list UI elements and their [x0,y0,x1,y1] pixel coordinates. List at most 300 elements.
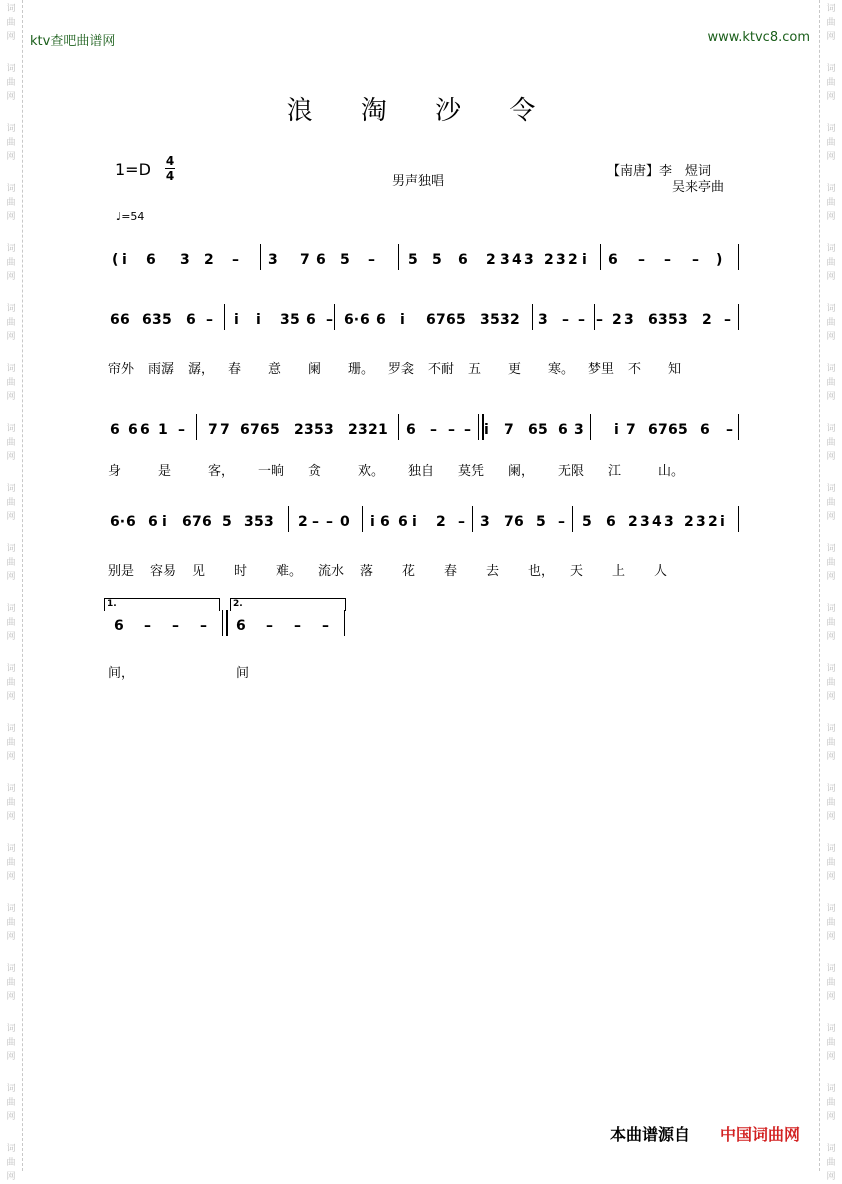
note: 2 [702,312,712,328]
note: – [232,252,239,268]
note: 0 [340,514,350,530]
watermark-char: 网 [6,632,16,642]
source-site[interactable]: 中国词曲网 [720,1125,801,1144]
watermark-char: 网 [826,572,836,582]
watermark-char: 词 [826,664,836,674]
lyric-syllable: 时 [234,564,248,579]
watermark-char: 词 [826,724,836,734]
note: 6 [148,514,158,530]
note: 6 [126,514,136,530]
watermark-group [820,302,842,344]
watermark-char: 词 [826,484,836,494]
watermark-char: 词 [826,64,836,74]
note: 3 [538,312,548,328]
watermark-group [0,1082,22,1124]
lyric-syllable: 罗衾 [388,362,415,377]
note: i [582,252,587,268]
header-right-site[interactable]: www.ktvc8.com [707,30,810,45]
note: 4 [512,252,522,268]
note: – [206,312,213,328]
lyric-syllable: 江 [608,464,622,479]
watermark-char: 曲 [6,1158,16,1168]
note: 2 [348,422,358,438]
watermark-char: 曲 [826,918,836,928]
watermark-group [0,722,22,764]
source-label: 本曲谱源自 [610,1125,691,1144]
note: 3 [152,312,162,328]
note: 7 [504,514,514,530]
note: 6 [140,422,150,438]
note: – [578,312,585,328]
note: 6 [236,618,246,634]
note: i [614,422,619,438]
note: – [664,252,671,268]
note: 2 [568,252,578,268]
lyric-syllable: 也， [528,564,555,579]
note: 6 [110,422,120,438]
note: 2 [684,514,694,530]
watermark-char: 网 [6,932,16,942]
note: 5 [314,422,324,438]
watermark-char: 网 [6,572,16,582]
lyric-syllable: 去 [486,564,500,579]
watermark-char: 曲 [6,978,16,988]
watermark-char: 网 [6,512,16,522]
watermark-char: 网 [826,632,836,642]
note: 6 [648,422,658,438]
bar-line [398,244,399,270]
watermark-char: 网 [826,92,836,102]
watermark-char: 词 [6,364,16,374]
note: 5 [408,252,418,268]
watermark-char: 曲 [6,198,16,208]
note: 7 [436,312,446,328]
performance-type: 男声独唱 [392,174,445,189]
note: 1 [378,422,388,438]
watermark-char: 词 [826,904,836,914]
watermark-group [820,122,842,164]
watermark-char: 词 [826,544,836,554]
note: 6 [186,312,196,328]
note: 5 [270,422,280,438]
bar-line [260,244,261,270]
lyric-syllable: 花 [402,564,416,579]
lyric-syllable: 流水 [318,564,345,579]
watermark-char: 曲 [826,378,836,388]
watermark-char: 网 [6,692,16,702]
bar-line [472,506,473,532]
note: – [458,514,465,530]
note: i [400,312,405,328]
watermark-char: 网 [826,752,836,762]
watermark-char: 曲 [6,1098,16,1108]
note: 6 [558,422,568,438]
note: 6 [376,312,386,328]
lyric-syllable: 山。 [658,464,685,479]
bar-line [738,304,739,330]
lyric-syllable: 客， [208,464,235,479]
note: 3 [664,514,674,530]
note: i [370,514,375,530]
note: 5 [536,514,546,530]
note: 7 [208,422,218,438]
note: 6 [446,312,456,328]
song-title: 浪 淘 沙 令 [286,96,556,126]
watermark-char: 曲 [6,438,16,448]
watermark-char: 词 [6,4,16,14]
meter-bottom: 4 [165,169,175,183]
watermark-char: 词 [826,604,836,614]
lyric-syllable: 容易 [150,564,177,579]
note: 7 [626,422,636,438]
lyric-syllable: 上 [612,564,626,579]
bar-line [196,414,197,440]
note: i [256,312,261,328]
watermark-char: 曲 [6,558,16,568]
bar-line [600,244,601,270]
watermark-char: 网 [826,812,836,822]
note: – [726,422,733,438]
bar-line [594,304,595,330]
watermark-column-right [819,0,842,1182]
watermark-char: 词 [6,784,16,794]
note: 3 [624,312,634,328]
note: 5 [254,514,264,530]
note: 3 [574,422,584,438]
note: i [484,422,489,438]
note: 6 [146,252,156,268]
watermark-char: 曲 [826,558,836,568]
lyric-syllable: 阑， [508,464,535,479]
watermark-group [820,602,842,644]
watermark-char: 曲 [826,438,836,448]
lyric-syllable: 潺， [188,362,215,377]
watermark-char: 词 [826,1144,836,1154]
watermark-char: 词 [826,244,836,254]
watermark-char: 网 [826,1112,836,1122]
bar-line [572,506,573,532]
note: 7 [220,422,230,438]
lyric-syllable: 帘外 [108,362,135,377]
watermark-char: 网 [826,212,836,222]
note: – [596,312,603,328]
watermark-char: 曲 [6,18,16,28]
notation-system [108,410,740,450]
note: – [326,312,333,328]
watermark-char: 词 [826,424,836,434]
watermark-char: 曲 [826,198,836,208]
lyric-syllable: 寒。 [548,362,575,377]
watermark-char: 曲 [826,18,836,28]
note: i [234,312,239,328]
note: 4 [652,514,662,530]
bar-line [398,414,399,440]
lyric-syllable: 天 [570,564,584,579]
note: 3 [268,252,278,268]
watermark-column-left [0,0,23,1182]
note: i [122,252,127,268]
watermark-group [0,482,22,524]
note: – [322,618,329,634]
note: 5 [456,312,466,328]
watermark-char: 词 [6,844,16,854]
note: 3 [304,422,314,438]
watermark-char: 曲 [6,318,16,328]
note: 6 [528,422,538,438]
lyric-syllable: 春 [444,564,458,579]
note: – [430,422,437,438]
note: 3 [244,514,254,530]
lyric-syllable: 梦里 [588,362,615,377]
note: 3 [180,252,190,268]
watermark-group [820,422,842,464]
note: 6 [668,422,678,438]
watermark-group [0,662,22,704]
lyric-syllable: 独自 [408,464,435,479]
watermark-char: 曲 [6,798,16,808]
note: 6 [648,312,658,328]
lyric-syllable: 不耐 [428,362,455,377]
lyric-syllable: 一晌 [258,464,285,479]
note: 6· [344,312,360,328]
lyric-syllable: 难。 [276,564,303,579]
notation-system [107,599,740,646]
watermark-group [0,1022,22,1064]
note: 6 [380,514,390,530]
watermark-char: 曲 [826,738,836,748]
watermark-char: 词 [6,904,16,914]
watermark-char: 网 [6,452,16,462]
lyric-syllable: 五 [468,362,482,377]
watermark-group [0,842,22,884]
note: 3 [524,252,534,268]
note: i [412,514,417,530]
watermark-char: 词 [826,1024,836,1034]
note: 3 [556,252,566,268]
watermark-char: 曲 [826,1158,836,1168]
watermark-char: 网 [826,692,836,702]
note: 2 [298,514,308,530]
watermark-char: 词 [6,1084,16,1094]
watermark-char: 词 [6,544,16,554]
credit-music: 吴来亭曲 [672,180,725,195]
lyric-syllable: 间 [236,666,250,681]
watermark-char: 曲 [826,798,836,808]
note: – [294,618,301,634]
watermark-group [0,782,22,824]
watermark-char: 网 [6,92,16,102]
watermark-char: 网 [6,1172,16,1182]
watermark-char: 词 [6,724,16,734]
lyric-syllable: 知 [668,362,682,377]
watermark-char: 词 [826,184,836,194]
watermark-char: 词 [826,844,836,854]
watermark-char: 网 [6,872,16,882]
watermark-group [820,542,842,584]
notation-system [108,240,740,280]
watermark-char: 网 [6,752,16,762]
watermark-char: 曲 [6,678,16,688]
volta-second-ending: 2. [230,598,346,611]
lyric-syllable: 间， [108,666,135,681]
note: 6 [398,514,408,530]
note: – [464,422,471,438]
watermark-char: 曲 [826,78,836,88]
note: i [720,514,725,530]
note: 2 [510,312,520,328]
lyric-syllable: 人 [654,564,668,579]
notation-system [108,300,740,340]
bar-line [224,304,225,330]
watermark-group [820,482,842,524]
lyric-syllable: 阑 [308,362,322,377]
note: – [368,252,375,268]
watermark-char: 网 [826,1172,836,1182]
note: 6 [306,312,316,328]
watermark-char: 曲 [826,138,836,148]
bar-line [478,414,482,440]
note: 1 [158,422,168,438]
bar-line [590,414,591,440]
watermark-char: 网 [6,152,16,162]
note: 2 [486,252,496,268]
watermark-group [820,902,842,944]
watermark-char: 词 [826,964,836,974]
watermark-char: 网 [826,872,836,882]
note: – [638,252,645,268]
bar-line [532,304,533,330]
watermark-group [0,362,22,404]
watermark-group [0,602,22,644]
watermark-char: 词 [6,424,16,434]
watermark-char: 词 [6,184,16,194]
note: 6 [142,312,152,328]
note: 3 [500,252,510,268]
lyric-syllable: 落 [360,564,374,579]
bar-line [738,506,739,532]
note: 5 [162,312,172,328]
watermark-group [0,542,22,584]
note: – [200,618,207,634]
watermark-char: 曲 [826,1038,836,1048]
note: – [312,514,319,530]
lyric-syllable: 春 [228,362,242,377]
watermark-char: 曲 [6,378,16,388]
note: 6 [316,252,326,268]
note: 5 [290,312,300,328]
lyric-syllable: 更 [508,362,522,377]
watermark-group [0,302,22,344]
note: 6 [260,422,270,438]
note: 2 [204,252,214,268]
watermark-char: 网 [826,452,836,462]
watermark-char: 网 [826,392,836,402]
watermark-char: 词 [6,1144,16,1154]
lyric-syllable: 别是 [108,564,135,579]
notation-system [108,502,740,542]
note: 6 [120,312,130,328]
bar-line [222,610,226,636]
watermark-char: 曲 [6,258,16,268]
note: 2 [628,514,638,530]
watermark-char: 曲 [826,1098,836,1108]
note: – [692,252,699,268]
note: 6 [458,252,468,268]
note: 5 [222,514,232,530]
note: 3 [500,312,510,328]
watermark-char: 网 [826,512,836,522]
watermark-char: 网 [826,1052,836,1062]
note: 6 [128,422,138,438]
header-left-site[interactable]: ktv查吧曲谱网 [30,34,116,49]
note: 6 [406,422,416,438]
bar-line [334,304,335,330]
note: 6 [182,514,192,530]
note: 3 [640,514,650,530]
note: ) [716,252,723,268]
watermark-char: 网 [6,272,16,282]
note: 5 [538,422,548,438]
note: 6· [110,514,126,530]
note: 7 [658,422,668,438]
watermark-char: 词 [826,4,836,14]
watermark-char: 曲 [6,138,16,148]
credit-lyrics: 【南唐】李 煜词 [607,164,712,179]
watermark-group [0,2,22,44]
note: 3 [480,312,490,328]
watermark-char: 网 [826,152,836,162]
watermark-char: 网 [826,272,836,282]
watermark-group [820,1022,842,1064]
watermark-char: 曲 [826,858,836,868]
note: – [178,422,185,438]
lyric-syllable: 雨潺 [148,362,175,377]
note: 5 [678,422,688,438]
watermark-char: 曲 [826,678,836,688]
note: ( [112,252,119,268]
watermark-group [820,362,842,404]
note: 2 [708,514,718,530]
bar-line [362,506,363,532]
watermark-group [820,782,842,824]
meter-top: 4 [165,154,175,168]
watermark-char: 词 [6,64,16,74]
watermark-char: 网 [826,932,836,942]
watermark-char: 网 [826,992,836,1002]
watermark-char: 词 [826,304,836,314]
watermark-char: 曲 [6,618,16,628]
watermark-group [820,182,842,224]
lyric-syllable: 身 [108,464,122,479]
watermark-char: 曲 [826,618,836,628]
note: 6 [426,312,436,328]
watermark-group [0,182,22,224]
bar-line [344,610,345,636]
watermark-char: 网 [6,212,16,222]
note: – [144,618,151,634]
note: 5 [432,252,442,268]
lyric-syllable: 无限 [558,464,585,479]
volta-first-ending: 1. [104,598,220,611]
note: – [326,514,333,530]
tempo-marking: ♩=54 [116,210,145,223]
note: – [448,422,455,438]
note: 6 [514,514,524,530]
watermark-char: 网 [826,32,836,42]
watermark-group [0,962,22,1004]
note: 6 [202,514,212,530]
watermark-char: 曲 [826,978,836,988]
